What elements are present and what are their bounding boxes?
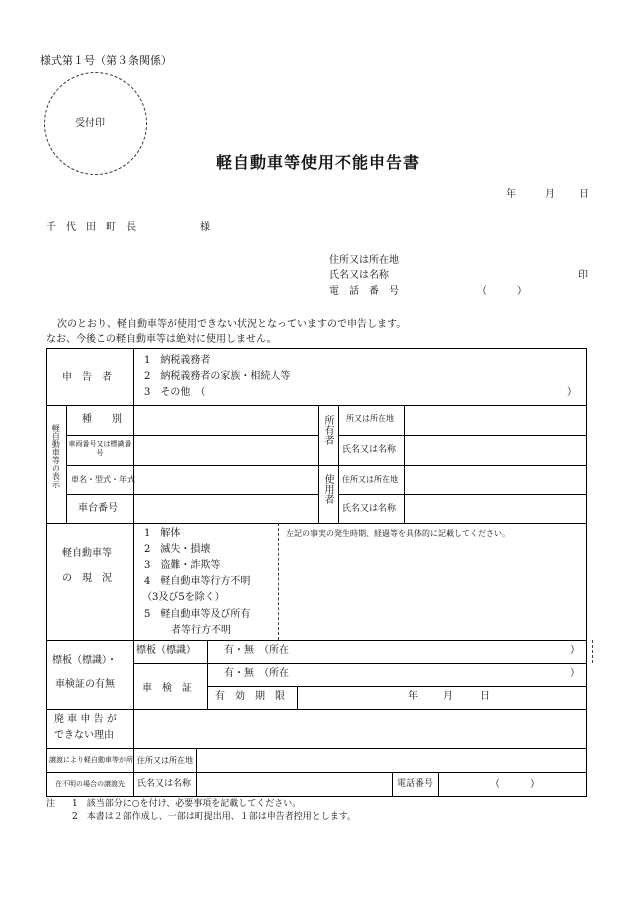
status-option-1[interactable]: 1 解体 [144,528,181,539]
date-day: 日 [579,189,589,200]
user-label: 使用者 [322,474,333,504]
note-line-2: 2 本書は２部作成し、一部は町提出用、１部は申告者控用とします。 [72,812,357,822]
addressee-suffix: 様 [200,222,210,233]
reception-stamp-label: 受付印 [75,118,105,129]
transfer-address-label: 住所又は所在地 [137,756,193,765]
status-option-5-cont: 者等行方不明 [171,625,231,636]
plate-label-2: 車検証の有無 [55,679,115,690]
validity-month: 月 [443,691,453,702]
vehicle-number-label: 車両番号又は標識番号 [68,440,132,457]
status-option-5[interactable]: 5 軽自動車等及び所有 [144,609,251,620]
form-number: 様式第１号（第３条関係） [40,54,172,67]
declarant-option-3[interactable]: 3 その他 （ [144,387,206,398]
addressee-name: 千 代 田 町 長 [46,222,136,233]
inspection-close-paren: ） [570,668,580,679]
user-address-label: 住所又は所在地 [342,475,398,484]
status-option-4-note: （3及び5を除く） [142,592,225,603]
vehicle-model-label: 車名・型式・年式 [71,475,135,484]
applicant-phone-paren: （ ） [477,286,527,297]
status-option-4[interactable]: 4 軽自動車等行方不明 [144,576,251,587]
intro-line-2: なお、今後この軽自動車等は絶対に使用しません。 [46,334,277,345]
declarant-close-paren: ） [567,387,577,398]
declarant-label: 申 告 者 [62,372,112,383]
owner-address-label: 所又は所在地 [346,414,394,423]
date-year: 年 [506,189,516,200]
note-line-1: 1 該当部分に○を付け、必要事項を記載してください。 [72,799,302,809]
status-label-1: 軽自動車等 [62,548,112,559]
vehicle-chassis-label: 車台番号 [78,503,118,514]
validity-label: 有 効 期 限 [215,691,285,702]
plate-sub-label: 標板（標識） [136,645,196,656]
validity-year: 年 [408,691,418,702]
plate-label-1: 標板（標識）・ [52,655,117,666]
plate-close-paren: ） [570,645,580,656]
intro-line-1: 次のとおり、軽自動車等が使用できない状況となっていますので申告します。 [57,319,407,330]
user-name-label: 氏名又は名称 [342,504,397,514]
status-option-3[interactable]: 3 盗難・詐欺等 [144,560,221,571]
transfer-name-label: 氏名又は名称 [137,779,192,789]
owner-name-label: 氏名又は名称 [342,445,397,455]
seal-mark: 印 [578,270,588,281]
transfer-phone-label: 電話番号 [397,779,434,789]
transfer-phone-paren: （ ） [490,779,540,790]
applicant-name-label: 氏名又は名称 [329,270,389,281]
applicant-phone-label: 電 話 番 号 [329,286,399,297]
applicant-address-label: 住所又は所在地 [329,255,399,266]
declarant-option-1[interactable]: 1 納税義務者 [144,355,211,366]
owner-label: 所有者 [322,415,333,445]
reason-label-1: 廃 車 申 告 が [54,714,117,725]
inspection-presence[interactable]: 有・無 （所在 [224,668,289,679]
transfer-label-2: 在不明の場合の譲渡先 [55,780,125,788]
notes-prefix: 注 [46,799,56,809]
transfer-label-1: 譲渡により軽自動車等が所 [49,756,133,764]
inspection-sub-label: 車 検 証 [142,683,192,694]
vehicle-type-label: 種 別 [82,414,122,425]
declarant-option-2[interactable]: 2 納税義務者の家族・相続人等 [144,371,291,382]
status-option-2[interactable]: 2 滅失・損壊 [144,544,211,555]
status-note: 左記の事実の発生時期、経過等を具体的に記載してください。 [286,529,510,538]
date-month: 月 [545,189,555,200]
validity-day: 日 [480,691,490,702]
plate-presence[interactable]: 有・無 （所在 [224,645,289,656]
page-title: 軽自動車等使用不能申告書 [216,153,421,172]
status-label-2: の 現 況 [62,573,112,584]
reason-label-2: できない理由 [54,730,114,741]
vehicle-side-label: 軽自動車等の表示 [51,424,61,488]
